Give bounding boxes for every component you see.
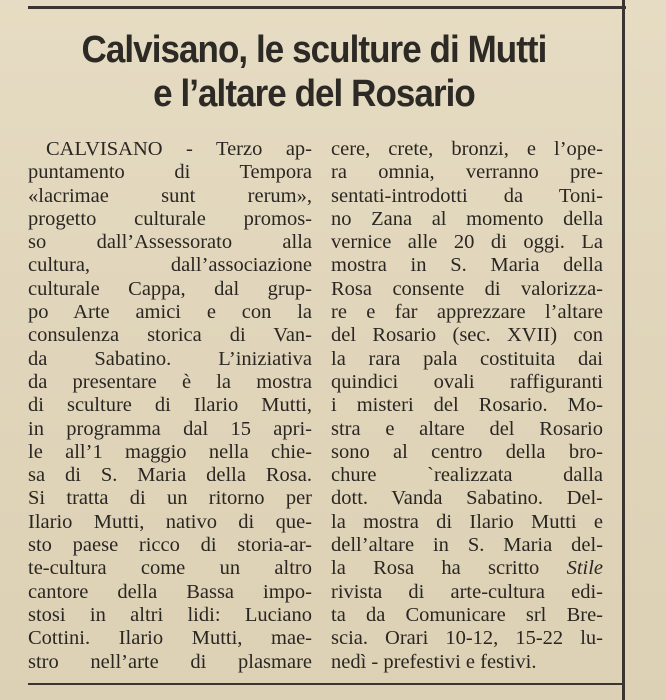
- text-line: Rosa consente di valorizza-: [331, 277, 603, 300]
- text-line: stro nell’arte di plasmare: [28, 650, 312, 673]
- text-line: da presentare è la mostra: [28, 370, 312, 393]
- text-line: cere, crete, bronzi, e l’ope-: [331, 138, 603, 160]
- text-line: la mostra di Ilario Mutti e: [331, 510, 603, 533]
- text-line: Ilario Mutti, nativo di que-: [28, 510, 312, 533]
- article-headline: [44, 28, 585, 116]
- text-line: sto paese ricco di storia-ar-: [28, 534, 312, 557]
- text-line: cantore della Bassa impo-: [28, 580, 312, 603]
- italic-publication-name: Stile: [566, 557, 603, 580]
- text-line: quindici ovali raffiguranti: [331, 370, 603, 393]
- headline-line-2: e l’altare del Rosario: [153, 73, 475, 115]
- text-line: te-cultura come un altro: [28, 557, 312, 580]
- article-column-left: [28, 138, 312, 674]
- top-rule: [28, 6, 626, 9]
- text-line: ta da Comunicare srl Bre-: [331, 603, 603, 626]
- text-line: mostra in S. Maria della: [331, 254, 603, 277]
- bottom-rule: [28, 683, 622, 685]
- text-line: vernice alle 20 di oggi. La: [331, 231, 603, 254]
- right-column-rule: [622, 0, 625, 700]
- text-line: scia. Orari 10-12, 15-22 lu-: [331, 627, 603, 650]
- text-line: del Rosario (sec. XVII) con: [331, 324, 603, 347]
- text-line: in programma dal 15 apri-: [28, 417, 312, 440]
- text-line: puntamento di Tempora: [28, 161, 312, 184]
- text-line: CALVISANO - Terzo ap-: [46, 138, 312, 160]
- text-line: Si tratta di un ritorno per: [28, 487, 312, 510]
- text-line: le all’1 maggio nella chie-: [28, 440, 312, 463]
- text-line: di sculture di Ilario Mutti,: [28, 394, 312, 417]
- text-line: i misteri del Rosario. Mo-: [331, 394, 603, 417]
- text-line: da Sabatino. L’iniziativa: [28, 347, 312, 370]
- text-line: sono al centro della bro-: [331, 440, 603, 463]
- text-line: re e far apprezzare l’altare: [331, 301, 603, 324]
- text-line: cultura, dall’associazione: [28, 254, 312, 277]
- text-line: stosi in altri lidi: Luciano: [28, 603, 312, 626]
- text-line: Cottini. Ilario Mutti, mae-: [28, 627, 312, 650]
- article-column-right: [331, 138, 603, 674]
- text-line: [331, 557, 603, 580]
- headline-line-1: Calvisano, le sculture di Mutti: [81, 29, 547, 71]
- text-line: la rara pala costituita dai: [331, 347, 603, 370]
- text-line: dott. Vanda Sabatino. Del-: [331, 487, 603, 510]
- text-line: stra e altare del Rosario: [331, 417, 603, 440]
- text-line: culturale Cappa, dal grup-: [28, 277, 312, 300]
- text-line: nedì - prefestivi e festivi.: [331, 650, 537, 673]
- text-line: no Zana al momento della: [331, 207, 603, 230]
- text-line: progetto culturale promos-: [28, 207, 312, 230]
- text-line: ra omnia, verranno pre-: [331, 161, 603, 184]
- text-line: so dall’Assessorato alla: [28, 231, 312, 254]
- text-line: consulenza storica di Van-: [28, 324, 312, 347]
- text-line: «lacrimae sunt rerum»,: [28, 184, 312, 207]
- text-line: po Arte amici e con la: [28, 301, 312, 324]
- text-line-lead: la Rosa ha scritto: [331, 557, 540, 580]
- text-line: sa di S. Maria della Rosa.: [28, 464, 312, 487]
- text-line: sentati-introdotti da Toni-: [331, 184, 603, 207]
- text-line: chure `realizzata dalla: [331, 464, 603, 487]
- text-line: rivista di arte-cultura edi-: [331, 580, 603, 603]
- text-line: dell’altare in S. Maria del-: [331, 534, 603, 557]
